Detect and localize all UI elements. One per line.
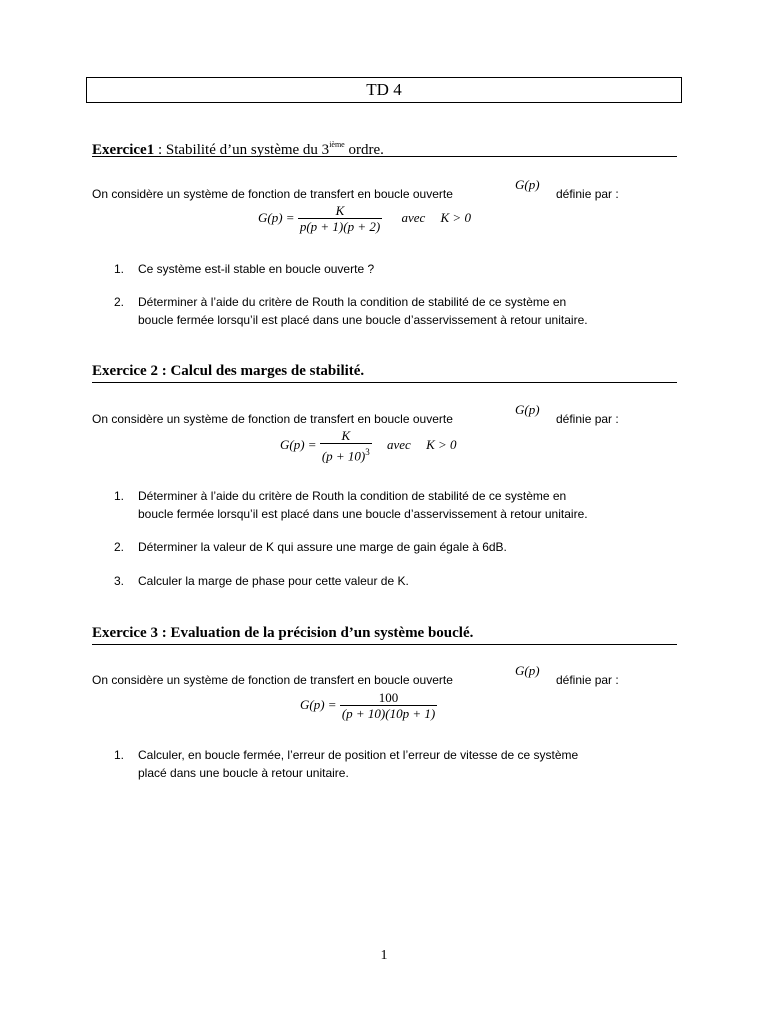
exercise2-formula-num: K	[341, 428, 351, 443]
exercise3-intro-end: définie par :	[556, 673, 619, 687]
exercise2-formula-lhs: G(p) =	[280, 437, 317, 453]
exercise3-gp-inline: G(p)	[515, 663, 540, 678]
exercise3-heading	[92, 624, 677, 645]
list-item-text-cont: boucle fermée lorsqu’il est placé dans une boucle d’asservissement à retour unitaire.	[138, 507, 588, 521]
exercise3-formula-num: 100	[378, 690, 399, 705]
list-item-text: Ce système est-il stable en boucle ouverte ?	[138, 262, 375, 276]
exercise2-formula-avec: avec	[387, 437, 411, 453]
exercise3-formula-fraction	[340, 690, 437, 722]
list-item-text: Déterminer à l’aide du critère de Routh la condition de stabilité de ce système en	[138, 489, 567, 503]
exercise2-gp-inline: G(p)	[515, 402, 540, 417]
exercise1-intro: On considère un système de fonction de transfert en boucle ouverte	[92, 187, 453, 201]
exercise2-heading	[92, 362, 677, 383]
exercise2-formula-fraction	[320, 428, 372, 464]
list-item-text: Déterminer la valeur de K qui assure une marge de gain égale à 6dB.	[138, 540, 507, 554]
list-item-number: 2.	[114, 295, 125, 309]
exercise2-heading-label: Exercice 2	[92, 363, 158, 379]
exercise1-heading	[92, 136, 677, 157]
exercise3-formula	[300, 690, 437, 722]
exercise1-heading-sup: ième	[329, 140, 345, 149]
exercise1-formula-den: p(p + 1)(p + 2)	[299, 219, 381, 234]
exercise3-intro: On considère un système de fonction de transfert en boucle ouverte	[92, 673, 453, 687]
exercise1-heading-end: ordre.	[344, 142, 384, 158]
list-item	[114, 489, 566, 503]
list-item-number: 2.	[114, 540, 125, 554]
list-item	[114, 748, 578, 762]
list-item	[114, 574, 409, 588]
exercise1-formula-fraction	[298, 203, 382, 235]
exercise1-gp-inline: G(p)	[515, 177, 540, 192]
list-item-number: 1.	[114, 489, 125, 503]
page-number: 1	[380, 948, 388, 963]
exercise3-heading-label: Exercice 3	[92, 625, 158, 641]
list-item	[114, 262, 374, 276]
list-item-text-cont: placé dans une boucle à retour unitaire.	[138, 766, 349, 780]
list-item-text-cont: boucle fermée lorsqu’il est placé dans une boucle d’asservissement à retour unitaire.	[138, 313, 588, 327]
exercise3-heading-text: : Evaluation de la précision d’un système bouclé.	[157, 625, 474, 641]
list-item-text: Calculer, en boucle fermée, l’erreur de position et l’erreur de vitesse de ce système	[138, 748, 579, 762]
exercise2-formula-exp: 3	[365, 447, 370, 457]
exercise2-heading-text: : Calcul des marges de stabilité.	[157, 363, 365, 379]
exercise2-intro: On considère un système de fonction de transfert en boucle ouverte	[92, 412, 453, 426]
list-item	[114, 540, 507, 554]
list-item-text: Déterminer à l’aide du critère de Routh la condition de stabilité de ce système en	[138, 295, 567, 309]
exercise3-formula-den: (p + 10)(10p + 1)	[341, 706, 436, 721]
exercise3-formula-lhs: G(p) =	[300, 696, 337, 712]
list-item-number: 1.	[114, 262, 125, 276]
page-title: TD 4	[86, 77, 682, 103]
exercise1-formula-cond: K > 0	[440, 209, 471, 225]
exercise1-formula	[258, 203, 471, 235]
list-item	[114, 295, 566, 309]
exercise2-formula-den-wrap	[320, 443, 372, 464]
exercise1-heading-label: Exercice1	[92, 142, 155, 158]
list-item-number: 1.	[114, 748, 125, 762]
exercise1-formula-num: K	[335, 203, 345, 218]
exercise1-intro-end: définie par :	[556, 187, 619, 201]
exercise1-formula-avec: avec	[401, 209, 426, 225]
exercise2-formula-den: (p + 10)	[321, 448, 366, 464]
exercise1-heading-text: : Stabilité d’un système du 3	[154, 142, 330, 158]
exercise2-formula-cond: K > 0	[426, 437, 457, 453]
list-item-text: Calculer la marge de phase pour cette valeur de K.	[138, 574, 409, 588]
exercise2-formula	[280, 428, 457, 464]
exercise1-formula-lhs: G(p) =	[258, 209, 295, 225]
exercise2-intro-end: définie par :	[556, 412, 619, 426]
list-item-number: 3.	[114, 574, 125, 588]
